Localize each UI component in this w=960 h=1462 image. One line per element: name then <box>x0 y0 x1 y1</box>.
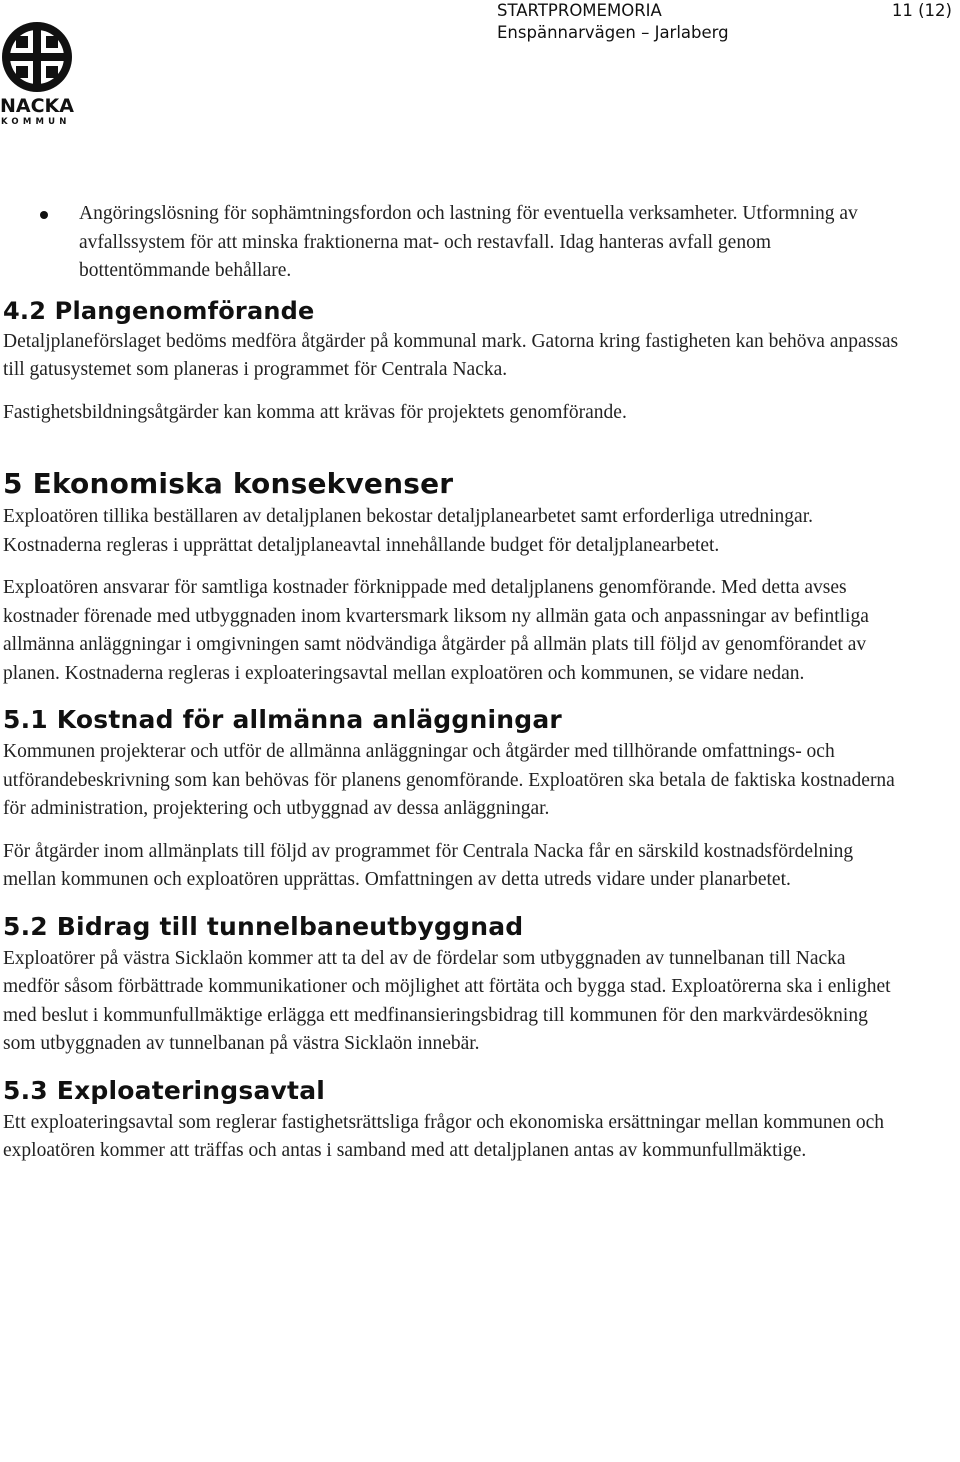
paragraph: Exploatören ansvarar för samtliga kostnader förknippade med detaljplanens genomförande. Med detta avses kostnader förenade med utbyggnaden inom kvartersmark liksom ny allmän gata och anpassningar av befintliga allmänna anläggningar i omgivningen samt nödvändiga åtgärder på allmän plats till följd av genomförandet av planen. Kostnaderna regleras i exploateringsavtal mellan exploatören och kommunen, se vidare nedan. <box>3 577 869 684</box>
paragraph: Ett exploateringsavtal som reglerar fastighetsrättsliga frågor och ekonomiska ersättningar mellan kommunen och exploatören kommer att träffas och antas i samband med att detaljplanen antas av kommunfullmäktige. <box>3 1111 885 1161</box>
page-number: 11 (12) <box>891 1 952 20</box>
logo-name-line1: NACKA <box>0 95 74 117</box>
section-heading-5: 5 Ekonomiska konsekvenser <box>3 467 454 500</box>
paragraph: För åtgärder inom allmänplats till följd av programmet för Centrala Nacka får en särskild kostnadsfördelning mellan kommunen och exploatören upprättas. Omfattningen av detta utreds vidare under planarbetet. <box>3 840 854 890</box>
nacka-kommun-logo <box>0 20 76 126</box>
document-body <box>3 200 903 1166</box>
paragraph: Detaljplaneförslaget bedöms medföra åtgärder på kommunal mark. Gatorna kring fastigheten kan behöva anpassas till gatusystemet som planeras i programmet för Centrala Nacka. <box>3 330 899 380</box>
logo-name-line2: KOMMUN <box>1 117 71 126</box>
section-heading-4-2: 4.2 Plangenomförande <box>3 296 315 325</box>
paragraph: Fastighetsbildningsåtgärder kan komma att krävas för projektets genomförande. <box>3 401 627 423</box>
paragraph: Kommunen projekterar och utför de allmänna anläggningar och åtgärder med tillhörande omfattnings- och utförandebeskrivning som kan behövas för planens genomförande. Exploatören ska betala de faktiska kostnaderna för administration, projektering och utbyggnad av dessa anläggningar. <box>3 741 895 819</box>
paragraph: Exploatörer på västra Sicklaön kommer att ta del av de fördelar som utbyggnaden av tunnelbanan till Nacka medför såsom förbättrade kommunikationer och möjlighet att förtäta och bygga stad. Exploatörerna ska i enlighet med beslut i kommunfullmäktige erlägga ett medfinansieringsbidrag till kommunen för den markvärdesökning som utbyggnaden av tunnelbanan på västra Sicklaön innebär. <box>3 947 891 1054</box>
page-header <box>497 0 952 44</box>
document-type: STARTPROMEMORIA <box>497 1 662 20</box>
paragraph: Exploatören tillika beställaren av detaljplanen bekostar detaljplanearbetet samt erforderliga utredningar. Kostnaderna regleras i upprättat detaljplaneavtal innehållande budget för detaljplanearbetet. <box>3 506 814 556</box>
document-subtitle: Enspännarvägen – Jarlaberg <box>497 23 729 42</box>
bullet-item: Angöringslösning för sophämtningsfordon och lastning för eventuella verksamheter. Utformning av avfallssystem för att minska fraktionerna mat- och restavfall. Idag hanteras avfall genom bottentömmande behållare. <box>3 200 903 286</box>
section-heading-5-3: 5.3 Exploateringsavtal <box>3 1075 326 1105</box>
section-heading-5-2: 5.2 Bidrag till tunnelbaneutbyggnad <box>3 911 524 941</box>
section-heading-5-1: 5.1 Kostnad för allmänna anläggningar <box>3 705 562 734</box>
bullet-list <box>3 200 903 286</box>
